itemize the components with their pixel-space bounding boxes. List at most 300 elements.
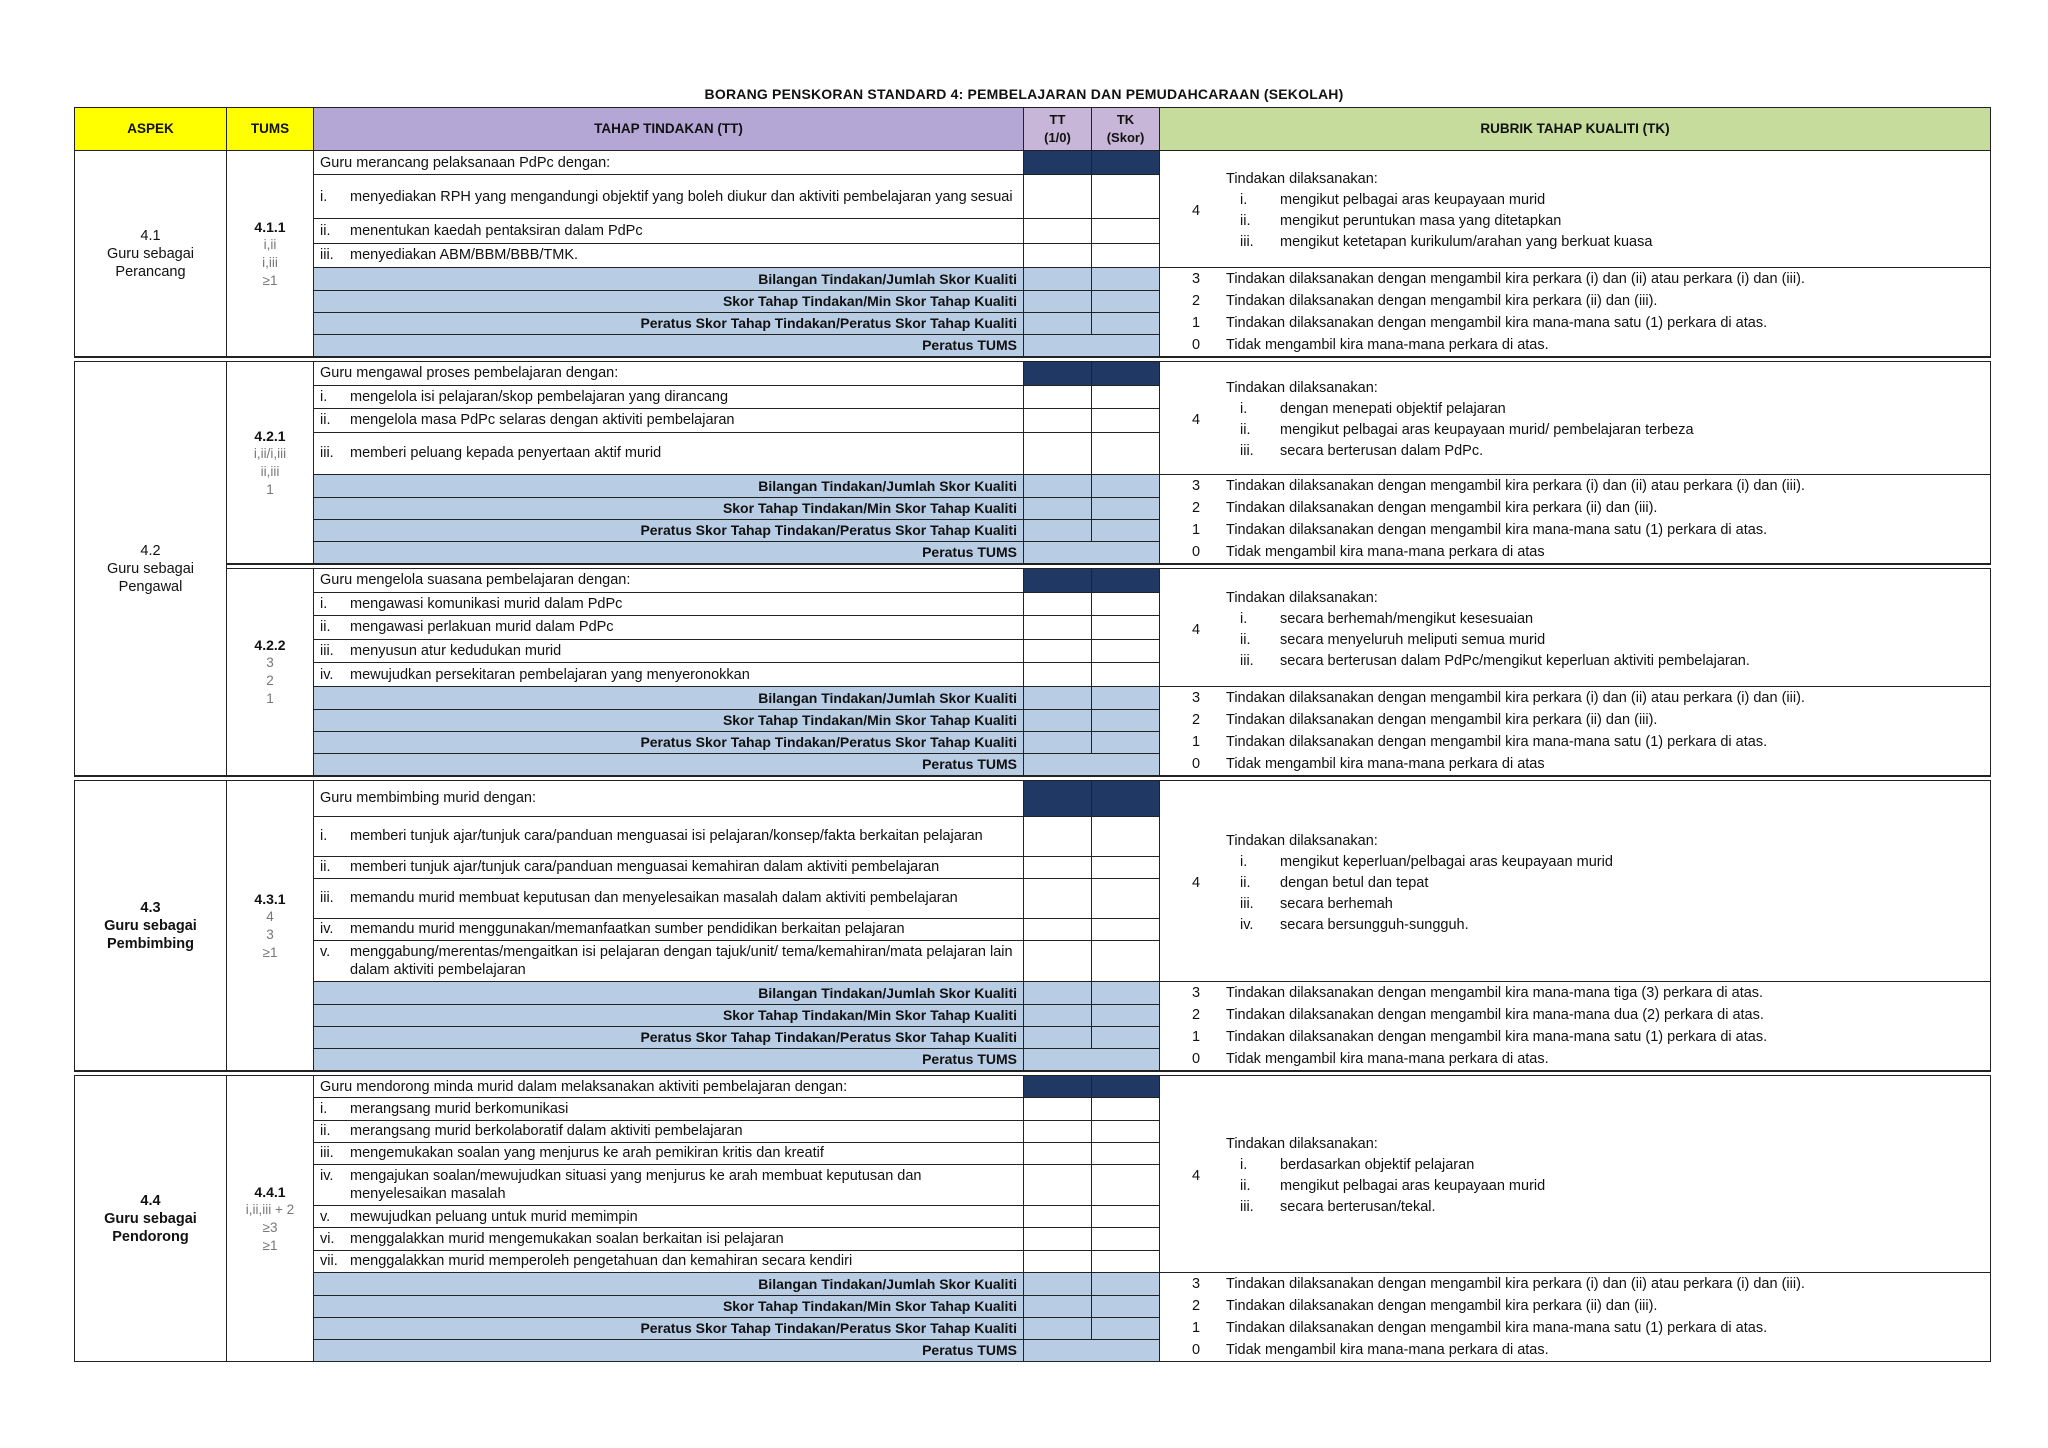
aspek-line: 4.3 (140, 899, 161, 916)
summary-label: Bilangan Tindakan/Jumlah Skor Kualiti (314, 1273, 1024, 1296)
rubric-4-text (1226, 372, 1984, 468)
tk-header-fill (1092, 781, 1160, 817)
item-roman: ii. (320, 412, 331, 429)
summary-label: Peratus TUMS (314, 1048, 1024, 1071)
rubric-score: 0 (1191, 544, 1201, 560)
rubric-roman: iii. (1240, 895, 1254, 912)
summary-label: Peratus Skor Tahap Tindakan/Peratus Skor Tahap Kualiti (314, 1317, 1024, 1339)
tk-summary-value[interactable] (1092, 268, 1160, 291)
item-roman: iii. (320, 1145, 334, 1162)
tindakan-intro: Guru mengawal proses pembelajaran dengan: (314, 362, 1024, 386)
aspek-line: Guru sebagai (106, 560, 195, 577)
tums-percent-value[interactable] (1024, 541, 1160, 564)
rubric-4-inner (1226, 588, 1750, 672)
rubric-4-head: Tindakan dilaksanakan: (1226, 171, 1378, 187)
tt-score-input[interactable] (1024, 385, 1092, 409)
rubric-text: Tindakan dilaksanakan dengan mengambil kira mana-mana satu (1) perkara di atas. (1226, 315, 1768, 331)
tk-score-input[interactable] (1092, 1206, 1160, 1228)
tindakan-intro: Guru mendorong minda murid dalam melaksanakan aktiviti pembelajaran dengan: (314, 1076, 1024, 1098)
tindakan-intro: Guru membimbing murid dengan: (314, 781, 1024, 817)
tt-summary-value[interactable] (1024, 290, 1092, 312)
tindakan-item-wrap (320, 1230, 1017, 1248)
tt-summary-value[interactable] (1024, 475, 1092, 498)
rubric-4-block (1166, 362, 1984, 474)
aspek-line: Pembimbing (106, 935, 194, 952)
rubric-level-4 (1160, 1076, 1991, 1273)
tums-code: 4.2.2 (254, 637, 286, 653)
rubric-level (1160, 1317, 1991, 1339)
item-text: menggalakkan murid mengemukakan soalan berkaitan isi pelajaran (350, 1231, 784, 1248)
tk-score-input[interactable] (1092, 1120, 1160, 1142)
rubric-level (1160, 268, 1991, 291)
summary-label: Skor Tahap Tindakan/Min Skor Tahap Kualiti (314, 1295, 1024, 1317)
rubric-text: Tindakan dilaksanakan dengan mengambil kira perkara (ii) dan (iii). (1226, 500, 1658, 516)
aspek-cell (75, 781, 227, 1072)
rubric-4-item (1226, 609, 1750, 630)
rubric-4-item (1226, 232, 1652, 253)
table-row (75, 1317, 1991, 1339)
tk-score-input[interactable] (1092, 219, 1160, 243)
tt-score-input[interactable] (1024, 1165, 1092, 1206)
tk-score-input[interactable] (1092, 592, 1160, 616)
table-row (75, 541, 1991, 564)
tk-header-fill (1092, 1076, 1160, 1098)
tt-summary-value[interactable] (1024, 312, 1092, 334)
table-row (75, 334, 1991, 357)
aspek-line: Pendorong (112, 1228, 189, 1245)
tt-score-input[interactable] (1024, 592, 1092, 616)
rubric-4-head: Tindakan dilaksanakan: (1226, 832, 1378, 849)
item-roman: iii. (320, 890, 334, 907)
tindakan-item (314, 1228, 1024, 1250)
rubric-score: 1 (1191, 522, 1201, 538)
tindakan-item-wrap (320, 1122, 1017, 1140)
rubric-4-item (1226, 915, 1613, 936)
tt-score-input[interactable] (1024, 432, 1092, 474)
tk-score-input[interactable] (1092, 1165, 1160, 1206)
tt-summary-value[interactable] (1024, 268, 1092, 291)
item-text: mengajukan soalan/mewujudkan situasi yang menjurus ke arah membuat keputusan dan menyelesaikan masalah (350, 1168, 922, 1203)
summary-label: Peratus TUMS (314, 753, 1024, 776)
rubric-line (1166, 753, 1984, 775)
tt-score-input[interactable] (1024, 816, 1092, 856)
rubric-line (1166, 497, 1984, 519)
tums-cell (227, 362, 314, 565)
rubric-roman: ii. (1240, 631, 1251, 648)
tk-summary-value[interactable] (1092, 1273, 1160, 1296)
tt-score-input[interactable] (1024, 1250, 1092, 1272)
tk-summary-value[interactable] (1092, 1295, 1160, 1317)
tt-score-input[interactable] (1024, 940, 1092, 981)
tk-score-input[interactable] (1092, 940, 1160, 981)
tums-percent-value[interactable] (1024, 334, 1160, 357)
tindakan-item (314, 1206, 1024, 1228)
tt-score-input[interactable] (1024, 856, 1092, 878)
item-text: menyediakan ABM/BBM/BBB/TMK. (350, 247, 579, 264)
rubric-roman: ii. (1240, 1178, 1251, 1194)
rubric-roman: ii. (1240, 422, 1251, 438)
tt-score-input[interactable] (1024, 219, 1092, 243)
rubric-4-text (1226, 161, 1984, 261)
item-roman: i. (320, 1100, 328, 1117)
item-text: memandu murid membuat keputusan dan menyelesaikan masalah dalam aktiviti pembelajaran (350, 890, 958, 907)
tk-summary-value[interactable] (1092, 312, 1160, 334)
rubric-text: Tidak mengambil kira mana-mana perkara di atas (1226, 544, 1545, 560)
rubric-4-item (1226, 651, 1750, 672)
tk-score-input[interactable] (1092, 385, 1160, 409)
rubric-4-block (1166, 569, 1984, 686)
rubric-roman: iii. (1240, 652, 1254, 669)
tindakan-item-wrap (320, 188, 1017, 206)
tt-score-input[interactable] (1024, 1098, 1092, 1120)
tums-value: ≥3 (262, 1219, 278, 1235)
table-row (75, 519, 1991, 541)
tindakan-item-wrap (320, 889, 1017, 907)
rubric-4-inner (1226, 1134, 1545, 1218)
rubric-score: 0 (1191, 1051, 1201, 1067)
item-text: mengelola isi pelajaran/skop pembelajaran yang dirancang (350, 388, 729, 405)
tt-summary-value[interactable] (1024, 497, 1092, 519)
rubric-score-4: 4 (1191, 621, 1201, 638)
rubric-text: Tindakan dilaksanakan dengan mengambil kira mana-mana satu (1) perkara di atas. (1226, 522, 1768, 538)
rubric-4-item (1226, 1176, 1545, 1197)
rubric-level (1160, 731, 1991, 753)
item-roman: iv. (320, 666, 334, 683)
summary-label: Peratus Skor Tahap Tindakan/Peratus Skor Tahap Kualiti (314, 519, 1024, 541)
tt-summary-value[interactable] (1024, 1004, 1092, 1026)
rubric-4-item (1226, 399, 1694, 420)
rubric-score: 3 (1191, 478, 1201, 494)
tk-summary-value[interactable] (1092, 1004, 1160, 1026)
tums-percent-value[interactable] (1024, 1339, 1160, 1362)
item-roman: ii. (320, 222, 331, 239)
rubric-4-item (1226, 852, 1613, 873)
tums-value: 1 (266, 481, 274, 497)
tt-score-input[interactable] (1024, 663, 1092, 687)
table-row (75, 1295, 1991, 1317)
rubric-roman: i. (1240, 192, 1248, 208)
tk-summary-value[interactable] (1092, 519, 1160, 541)
item-text: menentukan kaedah pentaksiran dalam PdPc (350, 222, 643, 239)
tindakan-item-wrap (320, 858, 1017, 876)
rubric-text: Tindakan dilaksanakan dengan mengambil kira perkara (i) dan (ii) atau perkara (i) dan (iii). (1226, 271, 1805, 287)
tk-score-input[interactable] (1092, 816, 1160, 856)
aspek-cell (75, 1076, 227, 1362)
rubric-level (1160, 312, 1991, 334)
tums-code: 4.1.1 (254, 218, 286, 235)
rubric-score: 1 (1191, 734, 1201, 750)
rubric-4-text (1226, 579, 1984, 680)
tt-score-input[interactable] (1024, 918, 1092, 940)
item-text: mengawasi perlakuan murid dalam PdPc (350, 619, 614, 636)
rubric-text: Tindakan dilaksanakan dengan mengambil kira perkara (i) dan (ii) atau perkara (i) dan (iii). (1226, 478, 1805, 494)
rubric-score: 2 (1191, 1007, 1201, 1023)
summary-label: Bilangan Tindakan/Jumlah Skor Kualiti (314, 268, 1024, 291)
rubric-4-head: Tindakan dilaksanakan: (1226, 589, 1378, 606)
tk-score-input[interactable] (1092, 432, 1160, 474)
rubric-text: Tindakan dilaksanakan dengan mengambil kira perkara (i) dan (ii) atau perkara (i) dan (iii). (1226, 690, 1805, 706)
tums-percent-value[interactable] (1024, 1048, 1160, 1071)
item-text: menyusun atur kedudukan murid (350, 643, 562, 660)
table-row (75, 290, 1991, 312)
rubric-line (1166, 1295, 1984, 1317)
item-text: mewujudkan persekitaran pembelajaran yang menyeronokkan (350, 666, 750, 683)
rubric-level (1160, 753, 1991, 776)
rubric-4-item (1226, 630, 1750, 651)
item-text: merangsang murid berkomunikasi (350, 1100, 569, 1117)
tt-header-fill (1024, 151, 1092, 175)
rubric-item-text: secara berterusan dalam PdPc. (1280, 443, 1484, 459)
header-tahap-tindakan: TAHAP TINDAKAN (TT) (314, 108, 1024, 151)
tt-header-fill (1024, 362, 1092, 386)
rubric-4-block (1166, 1076, 1984, 1272)
tk-header-fill (1092, 569, 1160, 593)
item-text: memandu murid menggunakan/memanfaatkan sumber pendidikan berkaitan pelajaran (350, 921, 905, 938)
tums-value: 1 (266, 691, 274, 706)
tt-summary-value[interactable] (1024, 1295, 1092, 1317)
table-row (75, 982, 1991, 1005)
tindakan-item (314, 616, 1024, 640)
tk-score-input[interactable] (1092, 1228, 1160, 1250)
tk-score-input[interactable] (1092, 918, 1160, 940)
rubric-item-text: secara bersungguh-sungguh. (1280, 916, 1469, 933)
item-roman: iii. (320, 445, 334, 462)
tindakan-item-wrap (320, 1208, 1017, 1226)
tindakan-item (314, 409, 1024, 433)
rubric-score: 3 (1191, 690, 1201, 706)
tt-header-fill (1024, 569, 1092, 593)
tums-code: 4.2.1 (254, 427, 286, 444)
rubric-line (1166, 982, 1984, 1004)
tindakan-item (314, 385, 1024, 409)
rubric-roman: i. (1240, 1157, 1248, 1173)
tk-score-input[interactable] (1092, 639, 1160, 663)
table-row (75, 1004, 1991, 1026)
tindakan-item (314, 663, 1024, 687)
tk-score-input[interactable] (1092, 663, 1160, 687)
tt-summary-value[interactable] (1024, 687, 1092, 710)
summary-label: Peratus TUMS (314, 1339, 1024, 1362)
item-roman: ii. (320, 619, 331, 636)
summary-label: Bilangan Tindakan/Jumlah Skor Kualiti (314, 982, 1024, 1005)
tk-score-input[interactable] (1092, 175, 1160, 219)
rubric-score: 0 (1191, 1342, 1201, 1358)
rubric-roman: iii. (1240, 1199, 1254, 1215)
header-tums: TUMS (227, 108, 314, 151)
table-row (75, 1026, 1991, 1048)
document-title: BORANG PENSKORAN STANDARD 4: PEMBELAJARAN DAN PEMUDAHCARAAN (SEKOLAH) (704, 86, 1344, 102)
rubric-4-item (1226, 211, 1652, 232)
rubric-score: 3 (1191, 985, 1201, 1001)
tums-value: i,ii (263, 236, 277, 252)
table-row (75, 312, 1991, 334)
tk-score-input[interactable] (1092, 878, 1160, 918)
rubric-4-item (1226, 190, 1652, 211)
tt-score-input[interactable] (1024, 639, 1092, 663)
tindakan-item-wrap (320, 388, 1017, 406)
tums-value: i,ii,iii + 2 (245, 1201, 295, 1217)
tk-header-fill (1092, 151, 1160, 175)
tk-score-input[interactable] (1092, 1098, 1160, 1120)
tk-score-input[interactable] (1092, 856, 1160, 878)
rubric-level (1160, 687, 1991, 710)
tindakan-item-wrap (320, 1252, 1017, 1270)
rubric-level (1160, 1004, 1991, 1026)
rubric-item-text: berdasarkan objektif pelajaran (1280, 1157, 1475, 1173)
item-roman: v. (320, 1208, 331, 1225)
tindakan-item (314, 175, 1024, 219)
tt-summary-value[interactable] (1024, 519, 1092, 541)
header-tk-score: TK (Skor) (1092, 108, 1160, 151)
tk-summary-value[interactable] (1092, 709, 1160, 731)
tt-summary-value[interactable] (1024, 1317, 1092, 1339)
rubric-level-4 (1160, 151, 1991, 268)
table-row (75, 1339, 1991, 1362)
tindakan-item-wrap (320, 246, 1017, 264)
item-roman: iii. (320, 643, 334, 660)
item-roman: i. (320, 388, 328, 405)
tt-summary-value[interactable] (1024, 709, 1092, 731)
tindakan-item-wrap (320, 411, 1017, 429)
rubric-item-text: secara berhemah (1280, 895, 1393, 912)
tt-score-input[interactable] (1024, 1228, 1092, 1250)
tt-score-input[interactable] (1024, 616, 1092, 640)
tindakan-item (314, 918, 1024, 940)
tt-summary-value[interactable] (1024, 982, 1092, 1005)
item-text: mengawasi komunikasi murid dalam PdPc (350, 595, 623, 612)
rubric-4-text (1226, 1086, 1984, 1266)
tindakan-intro: Guru mengelola suasana pembelajaran dengan: (314, 569, 1024, 593)
tk-score-input[interactable] (1092, 1142, 1160, 1164)
rubric-line (1166, 1048, 1984, 1070)
rubric-score-4: 4 (1191, 1168, 1201, 1184)
tt-score-input[interactable] (1024, 878, 1092, 918)
tums-percent-value[interactable] (1024, 753, 1160, 776)
tums-cell (227, 569, 314, 777)
table-row (75, 781, 1991, 817)
rubric-line (1166, 731, 1984, 753)
tums-value: ii,iii (260, 463, 280, 479)
rubric-line (1166, 1317, 1984, 1339)
rubric-roman: iii. (1240, 443, 1254, 459)
rubric-text: Tindakan dilaksanakan dengan mengambil kira mana-mana satu (1) perkara di atas. (1226, 1029, 1768, 1045)
item-roman: iv. (320, 921, 334, 938)
tindakan-item-wrap (320, 1100, 1017, 1118)
tt-score-input[interactable] (1024, 175, 1092, 219)
tt-summary-value[interactable] (1024, 731, 1092, 753)
summary-label: Peratus Skor Tahap Tindakan/Peratus Skor Tahap Kualiti (314, 312, 1024, 334)
rubric-text: Tidak mengambil kira mana-mana perkara di atas. (1226, 1051, 1549, 1067)
rubric-line (1166, 687, 1984, 709)
tindakan-item (314, 816, 1024, 856)
rubric-score: 1 (1191, 315, 1201, 331)
rubric-4-inner (1226, 169, 1652, 253)
rubric-text: Tindakan dilaksanakan dengan mengambil kira perkara (ii) dan (iii). (1226, 293, 1658, 309)
tk-summary-value[interactable] (1092, 982, 1160, 1005)
tindakan-item-wrap (320, 595, 1017, 613)
tums-value: i,iii (262, 254, 278, 270)
tk-score-input[interactable] (1092, 409, 1160, 433)
rubric-line (1166, 334, 1984, 356)
tindakan-item (314, 432, 1024, 474)
rubric-score-4: 4 (1191, 412, 1201, 428)
table-row (75, 1273, 1991, 1296)
item-roman: ii. (320, 859, 331, 876)
header-row (75, 108, 1991, 151)
summary-label: Bilangan Tindakan/Jumlah Skor Kualiti (314, 475, 1024, 498)
rubric-roman: ii. (1240, 874, 1251, 891)
tt-score-input[interactable] (1024, 243, 1092, 267)
tk-score-input[interactable] (1092, 616, 1160, 640)
rubric-level (1160, 1295, 1991, 1317)
table-row (75, 475, 1991, 498)
tt-score-input[interactable] (1024, 1120, 1092, 1142)
tk-summary-value[interactable] (1092, 475, 1160, 498)
tt-score-input[interactable] (1024, 1206, 1092, 1228)
item-text: mengelola masa PdPc selaras dengan aktiviti pembelajaran (350, 412, 735, 429)
tt-summary-value[interactable] (1024, 1026, 1092, 1048)
rubric-4-block (1166, 781, 1984, 981)
rubric-item-text: dengan menepati objektif pelajaran (1280, 401, 1506, 417)
rubric-level (1160, 982, 1991, 1005)
rubric-score: 2 (1191, 712, 1201, 728)
rubric-level (1160, 1273, 1991, 1296)
tindakan-item-wrap (320, 444, 1017, 462)
tk-summary-value[interactable] (1092, 497, 1160, 519)
rubric-line (1166, 1026, 1984, 1048)
tk-summary-value[interactable] (1092, 731, 1160, 753)
tk-score-input[interactable] (1092, 1250, 1160, 1272)
tt-score-input[interactable] (1024, 1142, 1092, 1164)
rubric-item-text: secara berterusan/tekal. (1280, 1199, 1436, 1215)
rubric-level (1160, 334, 1991, 357)
rubric-text: Tindakan dilaksanakan dengan mengambil kira mana-mana dua (2) perkara di atas. (1226, 1007, 1764, 1023)
tk-score-input[interactable] (1092, 243, 1160, 267)
header-tt-score: TT (1/0) (1024, 108, 1092, 151)
tindakan-item-wrap (320, 827, 1017, 845)
item-text: mewujudkan peluang untuk murid memimpin (350, 1208, 638, 1225)
tk-summary-value[interactable] (1092, 1026, 1160, 1048)
rubric-level (1160, 1339, 1991, 1362)
tk-summary-value[interactable] (1092, 1317, 1160, 1339)
table-row (75, 268, 1991, 291)
rubric-score: 1 (1191, 1029, 1201, 1045)
rubric-line (1166, 290, 1984, 312)
tums-value: ≥1 (262, 1237, 278, 1253)
rubric-score: 2 (1191, 1298, 1201, 1314)
item-text: memberi tunjuk ajar/tunjuk cara/panduan menguasai isi pelajaran/konsep/fakta berkaitan pelajaran (350, 828, 983, 845)
item-roman: i. (320, 828, 328, 845)
rubric-level-4 (1160, 781, 1991, 982)
tums-value: i,ii/i,iii (253, 445, 287, 461)
rubric-line (1166, 475, 1984, 497)
tk-summary-value[interactable] (1092, 290, 1160, 312)
tt-summary-value[interactable] (1024, 1273, 1092, 1296)
rubric-4-block (1166, 151, 1984, 267)
rubric-4-inner (1226, 378, 1694, 462)
summary-label: Peratus Skor Tahap Tindakan/Peratus Skor Tahap Kualiti (314, 731, 1024, 753)
rubric-level (1160, 497, 1991, 519)
tk-summary-value[interactable] (1092, 687, 1160, 710)
tindakan-item (314, 592, 1024, 616)
rubric-text: Tindakan dilaksanakan dengan mengambil kira mana-mana tiga (3) perkara di atas. (1226, 985, 1764, 1001)
tt-score-input[interactable] (1024, 409, 1092, 433)
aspek-line: Pengawal (118, 578, 183, 595)
rubric-text: Tidak mengambil kira mana-mana perkara di atas. (1226, 337, 1549, 353)
tums-value: 3 (266, 655, 274, 670)
summary-label: Skor Tahap Tindakan/Min Skor Tahap Kualiti (314, 497, 1024, 519)
rubric-line (1166, 1004, 1984, 1026)
